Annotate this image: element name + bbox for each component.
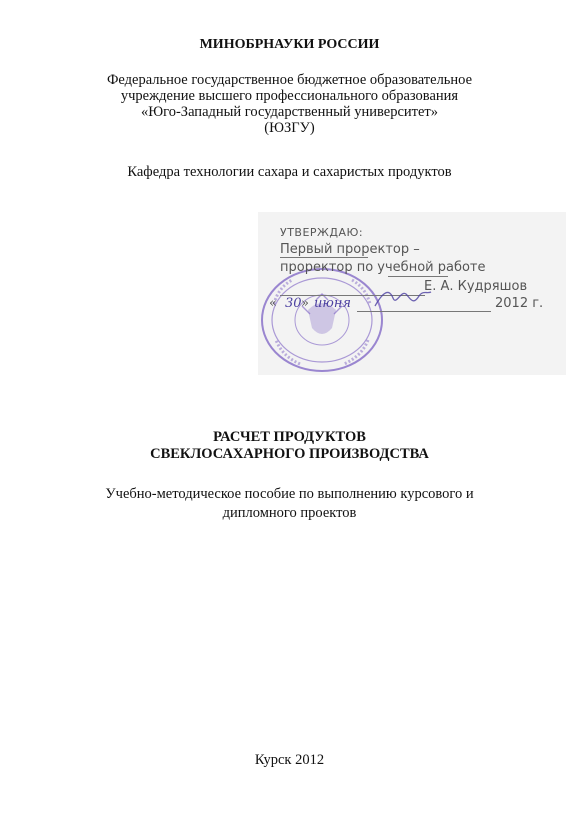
institution-line: «Юго-Западный государственный университет»: [140, 104, 439, 120]
ministry-name: МИНОБРНАУКИ РОССИИ: [199, 37, 380, 52]
date-year: 2012 г.: [495, 296, 544, 311]
signature-line: [388, 276, 448, 277]
signer-name: Е. А. Кудряшов: [424, 279, 528, 294]
place-and-year: Курск 2012: [254, 752, 325, 768]
date-underline: [357, 311, 491, 312]
date-month: июня: [314, 296, 351, 311]
institution-line: Федеральное государственное бюджетное образовательное: [106, 72, 473, 88]
position-line: Первый проректор –: [280, 242, 420, 257]
handwritten-signature: [373, 284, 433, 314]
institution-line: учреждение высшего профессионального образования: [120, 88, 459, 104]
date-close-quote: »: [301, 296, 309, 311]
approve-label: УТВЕРЖДАЮ:: [280, 226, 364, 239]
document-title: [0, 429, 579, 463]
document-subtitle: [0, 485, 579, 523]
subtitle-line: дипломного проектов: [222, 505, 357, 521]
department-name: Кафедра технологии сахара и сахаристых продуктов: [127, 164, 452, 180]
official-seal-stamp: [258, 266, 388, 374]
title-line: СВЕКЛОСАХАРНОГО ПРОИЗВОДСТВА: [150, 446, 429, 462]
institution-abbreviation: (ЮЗГУ): [264, 120, 315, 136]
subtitle-line: Учебно-методическое пособие по выполнению курсового и: [105, 486, 474, 502]
signature-underline: [280, 257, 368, 258]
date-open-quote: «: [269, 296, 277, 311]
position-line: проректор по учебной работе: [280, 260, 486, 275]
date-day: 30: [285, 296, 302, 311]
title-line: РАСЧЕТ ПРОДУКТОВ: [213, 429, 366, 445]
approval-block: [258, 212, 566, 375]
institution-block: [0, 72, 579, 136]
